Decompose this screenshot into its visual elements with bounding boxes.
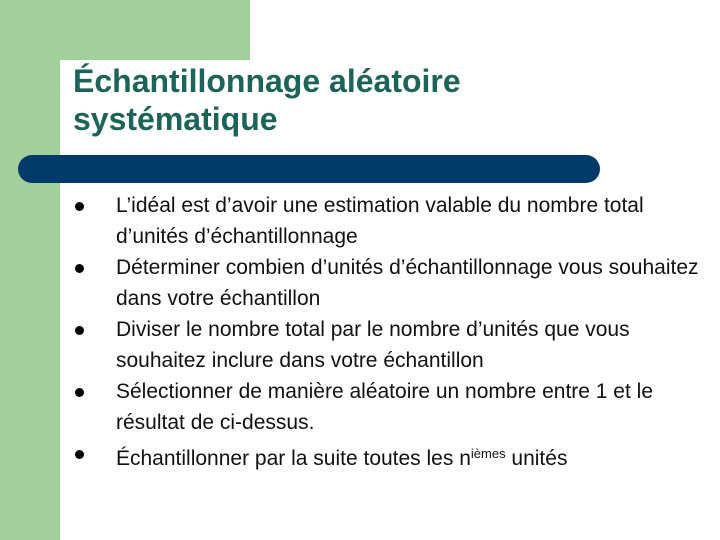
bullet-text: Déterminer combien d’unités d’échantillonnage vous souhaitez dans votre échantillon: [116, 256, 699, 310]
bullet-item: [60, 314, 700, 376]
green-side-bar: [0, 0, 60, 540]
bullet-superscript: ièmes: [470, 446, 506, 461]
bullet-item: [60, 438, 700, 474]
bullet-item: [60, 376, 700, 438]
bullet-dot-icon: [75, 326, 84, 335]
slide-title-line-1: Échantillonnage aléatoire: [73, 63, 461, 99]
slide-title-line-2: systématique: [73, 101, 278, 137]
bullet-text-after: unités: [505, 447, 568, 470]
bullet-dot-icon: [75, 202, 84, 211]
bullet-item: [60, 252, 700, 314]
bullet-text: Diviser le nombre total par le nombre d’unités que vous souhaitez inclure dans votre échantillon: [116, 318, 630, 372]
title-divider-bar: [18, 155, 600, 183]
bullet-text: Sélectionner de manière aléatoire un nombre entre 1 et le résultat de ci-dessus.: [116, 380, 653, 434]
bullet-dot-icon: [75, 264, 84, 273]
bullet-dot-icon: [75, 450, 84, 459]
bullet-list: [60, 190, 700, 474]
bullet-dot-icon: [75, 388, 84, 397]
bullet-text-before: Échantillonner par la suite toutes les n: [116, 447, 471, 470]
green-top-bar: [0, 0, 250, 60]
bullet-item: [60, 190, 700, 252]
bullet-text: L’idéal est d’avoir une estimation valable du nombre total d’unités d’échantillonnage: [116, 194, 644, 248]
slide-title: [73, 62, 673, 138]
